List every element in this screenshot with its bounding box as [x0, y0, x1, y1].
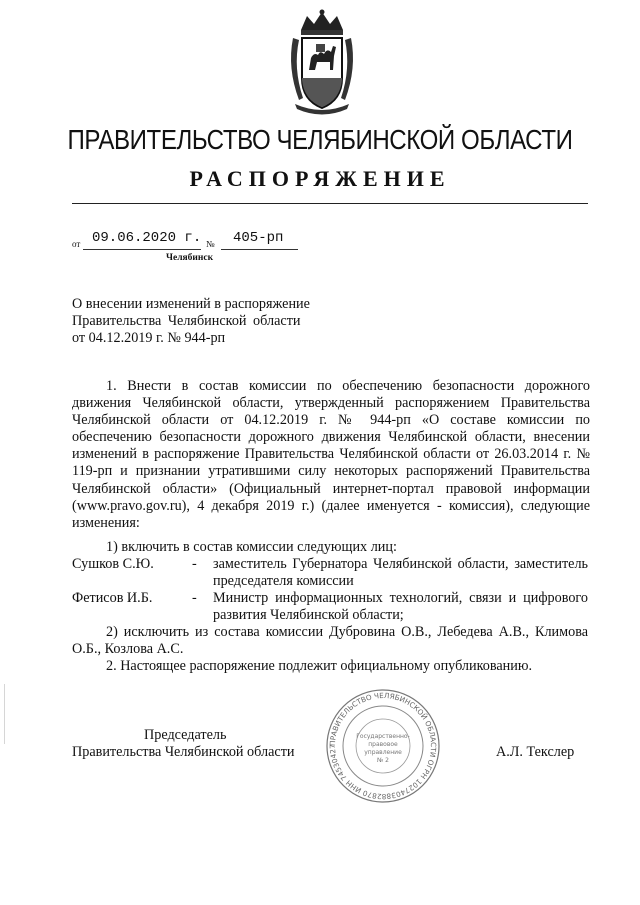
- coat-of-arms-icon: [287, 8, 357, 118]
- svg-text:Государственно-: Государственно-: [356, 733, 410, 740]
- subitem-2: 2) исключить из состава комиссии Дубровина О.В., Лебедева А.В., Климова О.Б., Козлова А.С.: [72, 624, 588, 658]
- svg-text:№ 2: № 2: [377, 757, 389, 764]
- margin-mark: [4, 684, 13, 744]
- document-date: 09.06.2020 г.: [92, 230, 202, 246]
- item-1-paragraph: 1. Внести в состав комиссии по обеспечению безопасности дорожного движения Челябинской области, утвержденный распоряжением Правительства Челябинской области от 04.12.2019 г. № 944-рп «О составе комиссии по обеспечению безопасности дорожного движения Челябинской области, внесении изменений в распоряжение Правительства Челябинской области от 26.03.2014 г. № 119-рп и признании утратившими силу некоторых распоряжений Правительства Челябинской области» (Официальный интернет-портал правовой информации (www.pravo.gov.ru), 4 декабря 2019 г.) (далее именуется - комиссия), следующие изменения:: [72, 378, 590, 531]
- svg-text:ПРАВИТЕЛЬСТВО ЧЕЛЯБИНСКОЙ ОБЛА: ПРАВИТЕЛЬСТВО ЧЕЛЯБИНСКОЙ ОБЛАСТИ ОГРН 1027403882870 ИНН 74530427: [327, 690, 439, 802]
- member-dash-2: -: [192, 590, 197, 606]
- date-underline: [83, 249, 201, 250]
- header-divider: [72, 203, 588, 204]
- document-type: РАСПОРЯЖЕНИЕ: [189, 166, 451, 191]
- item-2-paragraph: 2. Настоящее распоряжение подлежит официальному опубликованию.: [106, 658, 533, 674]
- subject-line-2: Правительства Челябинской области: [72, 313, 301, 329]
- signatory-position-1: Председатель: [144, 727, 227, 743]
- member-name-1: Сушков С.Ю.: [72, 556, 154, 572]
- member-role-1: заместитель Губернатора Челябинской области, заместитель председателя комиссии: [213, 556, 588, 590]
- svg-text:правовое: правовое: [368, 741, 398, 748]
- government-name: ПРАВИТЕЛЬСТВО ЧЕЛЯБИНСКОЙ ОБЛАСТИ: [67, 124, 573, 155]
- svg-text:управление: управление: [364, 749, 402, 756]
- subject-line-1: О внесении изменений в распоряжение: [72, 296, 310, 312]
- subitem-1: 1) включить в состав комиссии следующих лиц:: [106, 539, 397, 555]
- issue-city: Челябинск: [166, 253, 214, 263]
- member-name-2: Фетисов И.Б.: [72, 590, 153, 606]
- signatory-name: А.Л. Текслер: [496, 744, 575, 760]
- official-seal-icon: [324, 688, 442, 804]
- document-number: 405-рп: [233, 230, 284, 246]
- signatory-position-2: Правительства Челябинской области: [72, 744, 295, 760]
- subject-line-3: от 04.12.2019 г. № 944-рп: [72, 330, 226, 346]
- number-underline: [221, 249, 298, 250]
- number-prefix: №: [206, 239, 215, 249]
- date-prefix: от: [72, 239, 81, 249]
- member-role-2: Министр информационных технологий, связи и цифрового развития Челябинской области;: [213, 590, 588, 624]
- member-dash-1: -: [192, 556, 197, 572]
